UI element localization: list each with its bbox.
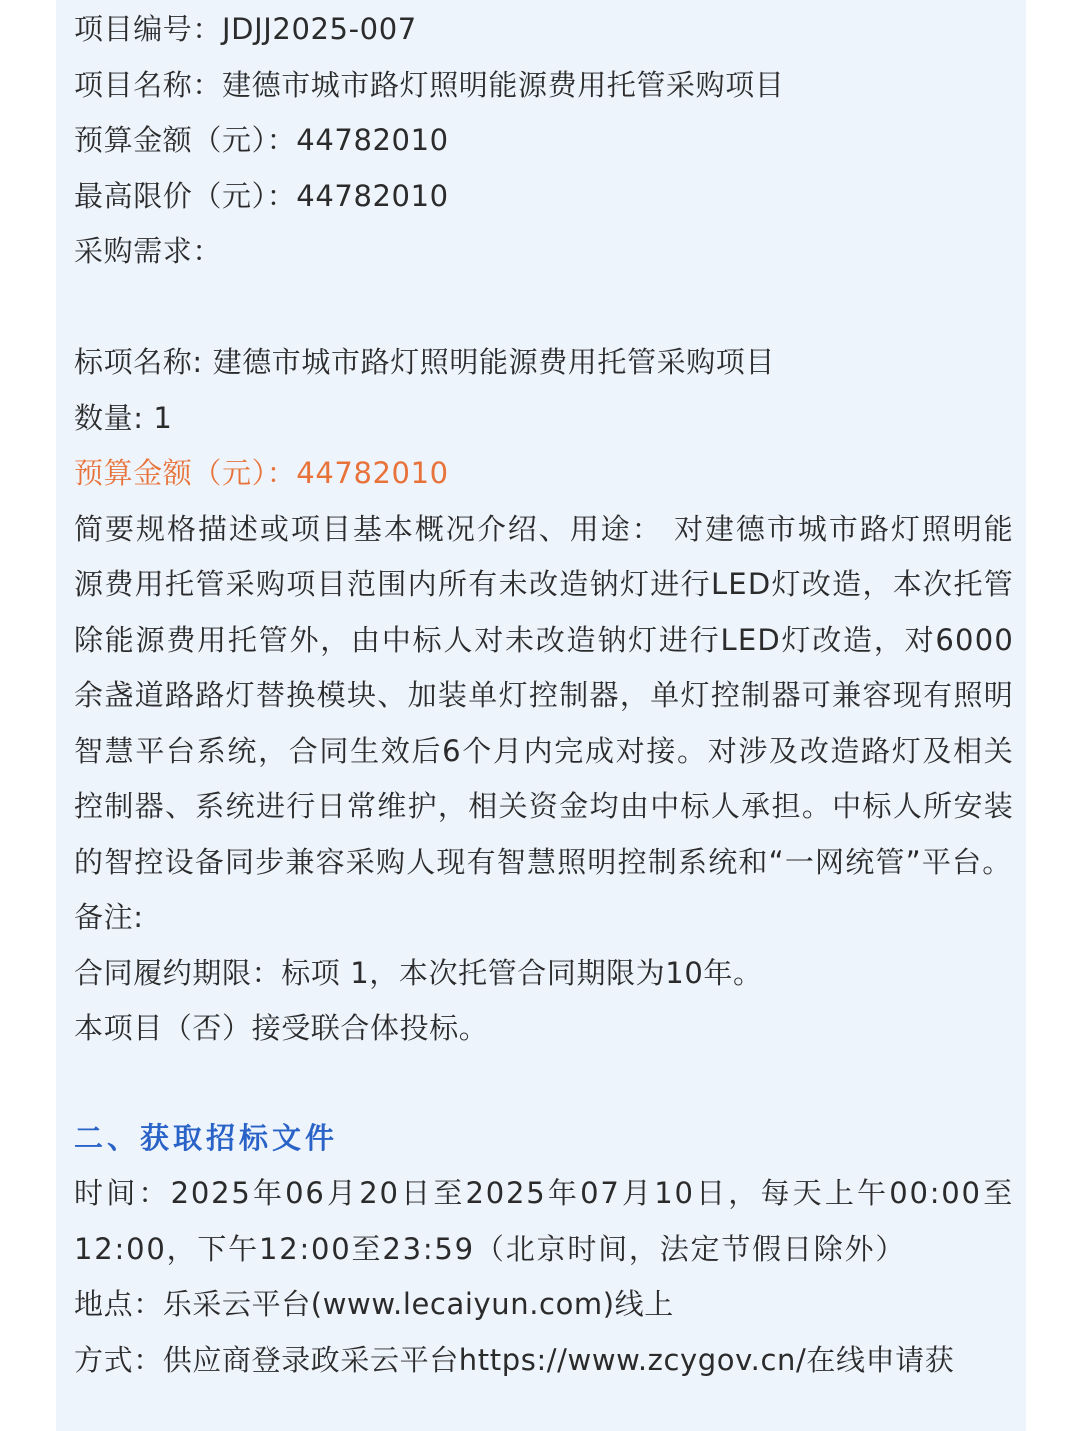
spacer bbox=[74, 280, 1014, 336]
project-budget: 预算金额（元）：44782010 bbox=[74, 123, 449, 157]
spacer bbox=[74, 1057, 1014, 1111]
announcement-body bbox=[74, 2, 1014, 1388]
document-place: 地点：乐采云平台(www.lecaiyun.com)线上 bbox=[74, 1287, 674, 1321]
project-max-price: 最高限价（元）：44782010 bbox=[74, 178, 449, 213]
section-heading: 二、获取招标文件 bbox=[74, 1120, 339, 1155]
lot-description: 简要规格描述或项目基本概况介绍、用途： 对建德市城市路灯照明能源费用托管采购项目范围内所有未改造钠灯进行LED灯改造，本次托管除能源费用托管外，由中标人对未改造钠灯进行LED灯改造，对6000余盏道路路灯替换模块、加装单灯控制器，单灯控制器可兼容现有照明智慧平台系统，合同生效后6个月内完成对接。对涉及改造路灯及相关控制器、系统进行日常维护，相关资金均由中标人承担。中标人所安装的智控设备同步兼容采购人现有智慧照明控制系统和“一网统管”平台。 bbox=[74, 511, 1014, 879]
remark-label: 备注: bbox=[74, 900, 144, 934]
document-time: 时间：2025年06月20日至2025年07月10日，每天上午00:00至12:00，下午12:00至23:59（北京时间，法定节假日除外） bbox=[74, 1176, 1014, 1266]
requirement-label: 采购需求： bbox=[74, 234, 223, 268]
project-name: 项目名称：建德市城市路灯照明能源费用托管采购项目 bbox=[74, 67, 785, 102]
lot-quantity: 数量: 1 bbox=[74, 400, 173, 435]
lot-budget: 预算金额（元）：44782010 bbox=[74, 456, 449, 490]
consortium-note: 本项目（否）接受联合体投标。 bbox=[74, 1011, 489, 1045]
document-method: 方式：供应商登录政采云平台https://www.zcygov.cn/在线申请获 bbox=[74, 1342, 955, 1377]
project-number: 项目编号：JDJJ2025-007 bbox=[74, 12, 417, 46]
contract-period: 合同履约期限：标项 1，本次托管合同期限为10年。 bbox=[74, 955, 763, 990]
lot-name: 标项名称: 建德市城市路灯照明能源费用托管采购项目 bbox=[74, 345, 775, 379]
